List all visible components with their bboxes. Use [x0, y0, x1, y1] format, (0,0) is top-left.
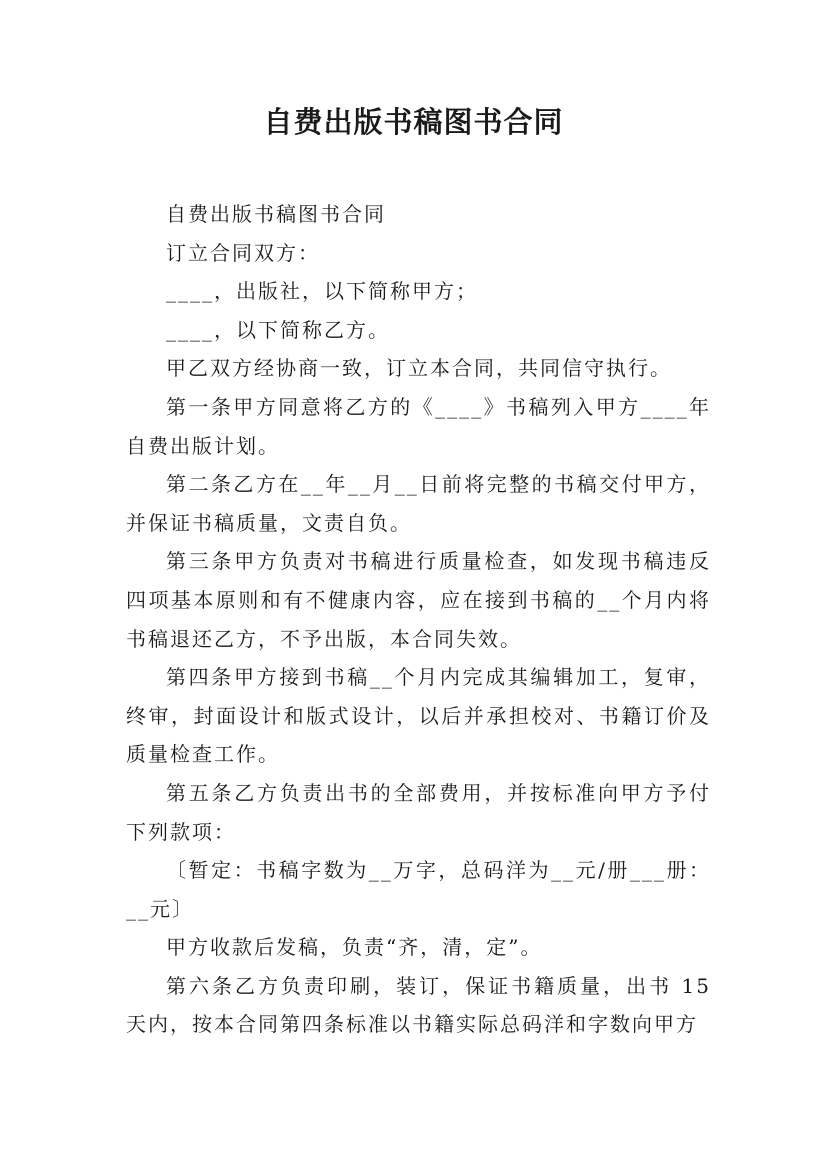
- document-body: [126, 195, 711, 1044]
- paragraph-article-5: 第五条乙方负责出书的全部费用，并按标准向甲方予付下列款项：: [126, 780, 711, 844]
- paragraph-party-b: ____，以下简称乙方。: [166, 317, 390, 342]
- paragraph-article-1: 第一条甲方同意将乙方的《____》书稿列入甲方____年自费出版计划。: [126, 394, 711, 458]
- paragraph-party-a: ____，出版社，以下简称甲方；: [166, 279, 478, 304]
- paragraph-agreement: 甲乙双方经协商一致，订立本合同，共同信守执行。: [166, 356, 672, 381]
- document-title: 自费出版书稿图书合同: [263, 105, 564, 139]
- paragraph-article-3: 第三条甲方负责对书稿进行质量检查，如发现书稿违反四项基本原则和有不健康内容，应在接到书稿的__个月内将书稿退还乙方，不予出版，本合同失效。: [126, 549, 711, 651]
- paragraph-receipt: 甲方收款后发稿，负责“齐，清，定”。: [166, 935, 543, 960]
- paragraph-subtitle: 自费出版书稿图书合同: [166, 202, 386, 226]
- paragraph-fee-note: 〔暂定：书稿字数为__万字，总码洋为__元/册___册：__元〕: [126, 858, 711, 921]
- paragraph-article-6: 第六条乙方负责印刷，装订，保证书籍质量，出书 15 天内，按本合同第四条标准以书籍实际总码洋和字数向甲方: [126, 973, 711, 1037]
- paragraph-parties-heading: 订立合同双方：: [166, 240, 320, 265]
- paragraph-article-4: 第四条甲方接到书稿__个月内完成其编辑加工，复审，终审，封面设计和版式设计，以后并承担校对、书籍订价及质量检查工作。: [126, 665, 711, 767]
- paragraph-article-2: 第二条乙方在__年__月__日前将完整的书稿交付甲方，并保证书稿质量，文责自负。: [126, 472, 711, 535]
